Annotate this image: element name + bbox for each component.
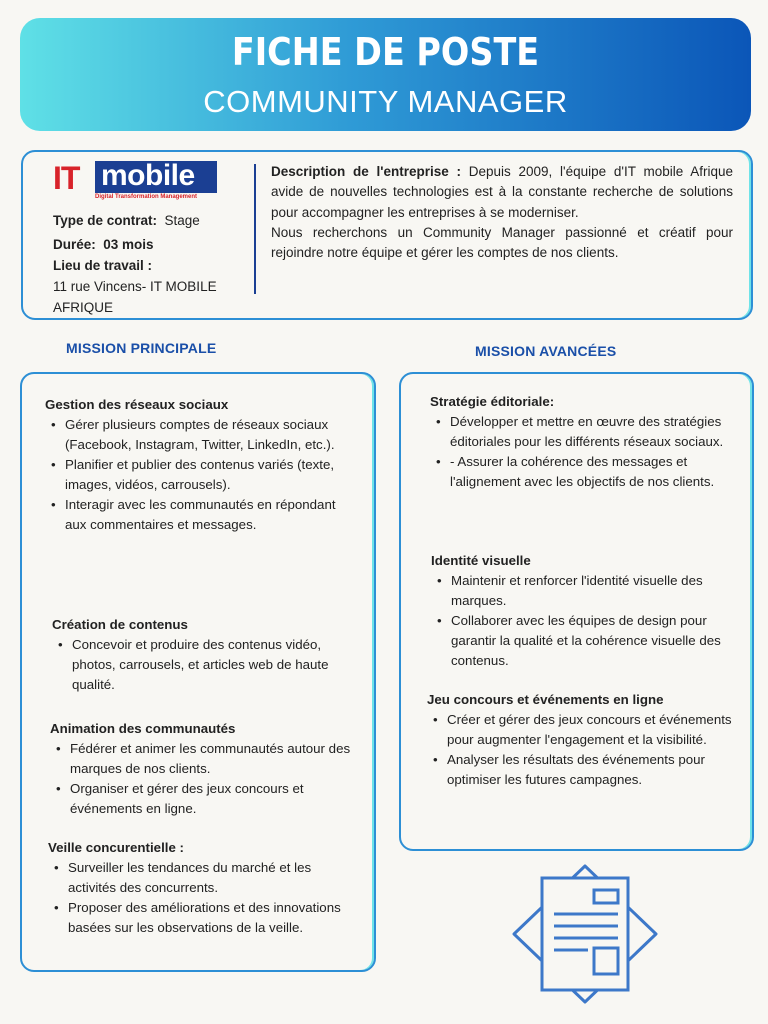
list-item: • Interagir avec les communautés en répondant aux commentaires et messages. bbox=[65, 495, 360, 535]
mission-principale-card bbox=[20, 372, 376, 972]
group-animation bbox=[50, 719, 362, 819]
location-line2: AFRIQUE bbox=[53, 300, 114, 315]
company-card bbox=[21, 150, 753, 320]
description-text1: Depuis 2009, l'équipe d'IT mobile Afrique avide de nouvelles technologies est à la constante recherche de solutions pour accompagner les entreprises à se moderniser. bbox=[271, 164, 733, 220]
list-item: • Maintenir et renforcer l'identité visuelle des marques. bbox=[451, 571, 741, 611]
list-item: • Gérer plusieurs comptes de réseaux sociaux (Facebook, Instagram, Twitter, LinkedIn, etc.). bbox=[65, 415, 360, 455]
divider bbox=[254, 164, 256, 294]
list-item: • Planifier et publier des contenus variés (texte, images, vidéos, carrousels). bbox=[65, 455, 360, 495]
group-creation-contenus bbox=[52, 615, 362, 695]
list-item: • Proposer des améliorations et des innovations basées sur les observations de la veille. bbox=[68, 898, 362, 938]
group-heading: Identité visuelle bbox=[431, 553, 531, 568]
group-heading: Gestion des réseaux sociaux bbox=[45, 397, 229, 412]
group-heading: Animation des communautés bbox=[50, 721, 236, 736]
duration bbox=[53, 234, 154, 255]
page-header bbox=[20, 18, 751, 131]
contract-value: Stage bbox=[164, 213, 200, 228]
group-heading: Stratégie éditoriale: bbox=[430, 394, 555, 409]
group-heading: Veille concurentielle : bbox=[48, 840, 184, 855]
contract-type bbox=[53, 210, 200, 231]
list-item: • Créer et gérer des jeux concours et événements pour augmenter l'engagement et la visibilité. bbox=[447, 710, 741, 750]
list-item: • Collaborer avec les équipes de design pour garantir la qualité et la cohérence visuelle des contenus. bbox=[451, 611, 741, 671]
list-item: • Analyser les résultats des événements pour optimiser les futures campagnes. bbox=[447, 750, 741, 790]
list-item: • Surveiller les tendances du marché et les activités des concurrents. bbox=[68, 858, 362, 898]
list-item: • - Assurer la cohérence des messages et l'alignement avec les objectifs de nos clients. bbox=[450, 452, 740, 492]
group-veille bbox=[48, 838, 362, 938]
location bbox=[53, 255, 217, 318]
page-title: FICHE DE POSTE bbox=[231, 30, 540, 74]
logo-it-text: IT bbox=[53, 160, 80, 196]
logo-tagline: Digital Transformation Management bbox=[95, 194, 198, 200]
list-item: • Fédérer et animer les communautés autour des marques de nos clients. bbox=[70, 739, 362, 779]
mission-avancees-title: MISSION AVANCÉES bbox=[475, 343, 617, 359]
logo-mobile-text: mobile bbox=[101, 159, 195, 192]
group-heading: Création de contenus bbox=[52, 617, 188, 632]
group-identite bbox=[431, 551, 741, 671]
company-logo bbox=[53, 161, 217, 201]
company-description bbox=[271, 162, 733, 263]
list-item: • Organiser et gérer des jeux concours et événements en ligne. bbox=[70, 779, 362, 819]
group-jeu-concours bbox=[427, 690, 741, 790]
contract-label: Type de contrat: bbox=[53, 213, 158, 228]
mission-avancees-card bbox=[399, 372, 754, 851]
list-item: • Développer et mettre en œuvre des stratégies éditoriales pour les différents réseaux sociaux. bbox=[450, 412, 740, 452]
location-line1: 11 rue Vincens- IT MOBILE bbox=[53, 279, 217, 294]
group-strategie bbox=[430, 392, 740, 492]
location-label: Lieu de travail : bbox=[53, 258, 153, 273]
list-item: • Concevoir et produire des contenus vidéo, photos, carrousels, et articles web de haute qualité. bbox=[72, 635, 362, 695]
mission-principale-title: MISSION PRINCIPALE bbox=[66, 340, 217, 356]
document-icon bbox=[510, 862, 660, 1007]
group-reseaux-sociaux bbox=[45, 395, 360, 535]
page-subtitle: COMMUNITY MANAGER bbox=[203, 84, 568, 119]
description-label: Description de l'entreprise : bbox=[271, 164, 461, 179]
group-heading: Jeu concours et événements en ligne bbox=[427, 692, 664, 707]
duration-label: Durée: bbox=[53, 237, 96, 252]
duration-value: 03 mois bbox=[103, 237, 154, 252]
description-text2: Nous recherchons un Community Manager passionné et créatif pour rejoindre notre équipe et gérer les comptes de nos clients. bbox=[271, 224, 733, 261]
